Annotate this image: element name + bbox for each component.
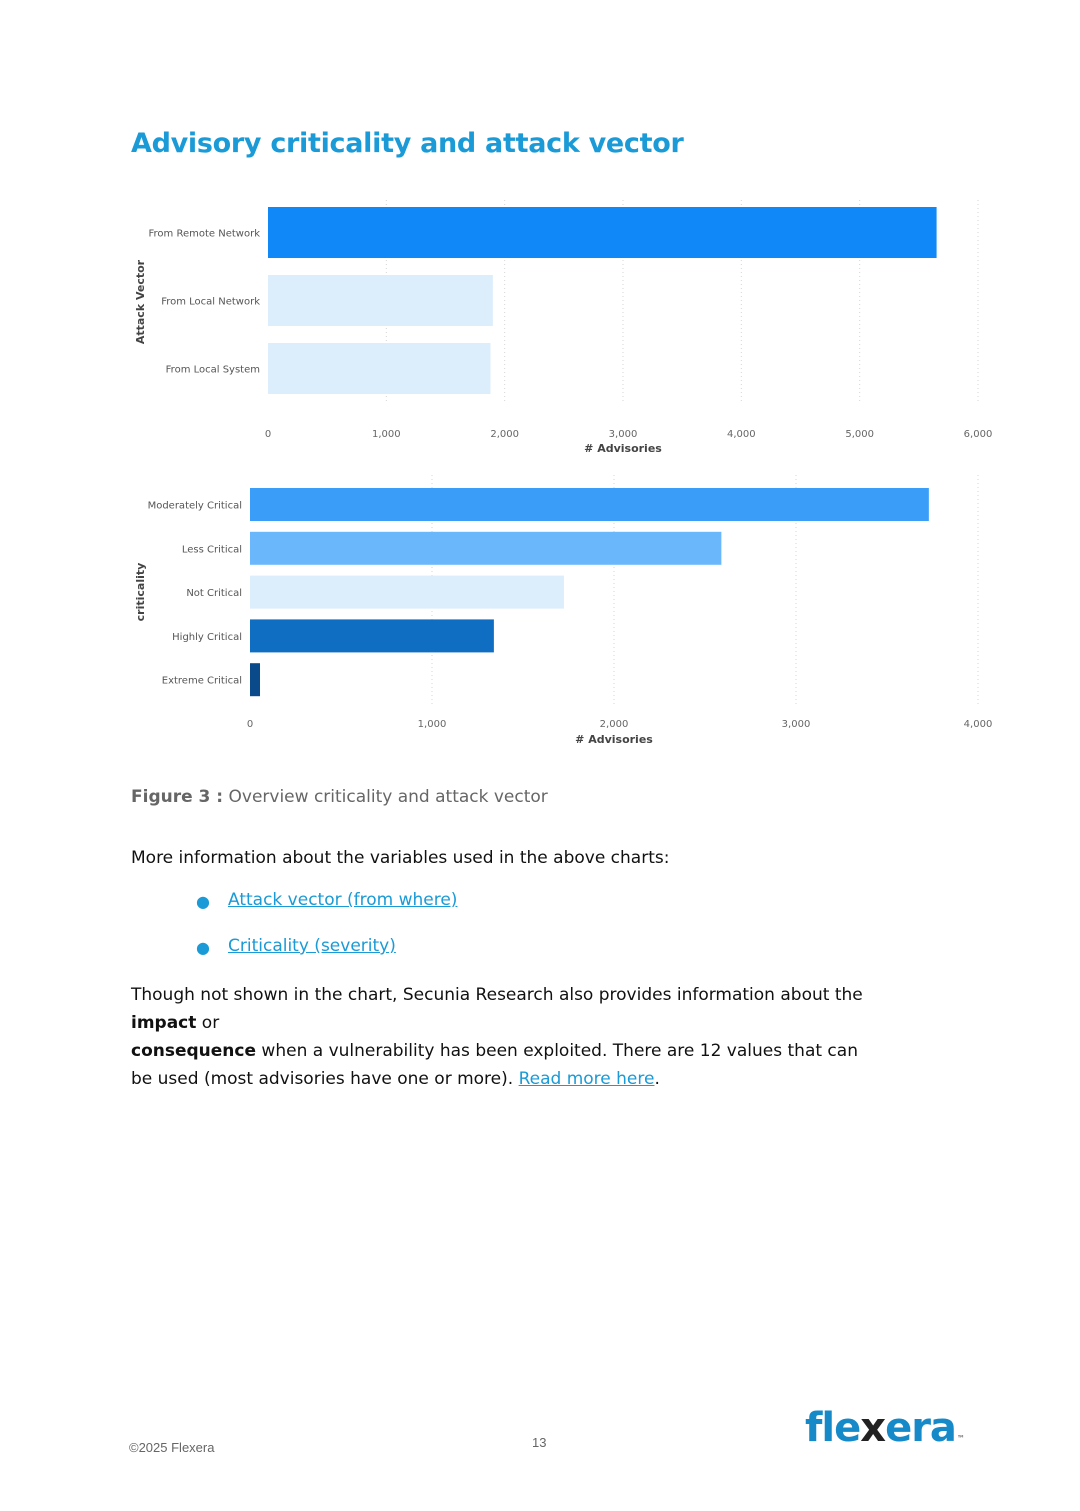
y-axis-title: Attack Vector [134,259,147,345]
attack-vector-link[interactable]: Attack vector (from where) [228,890,458,910]
figure-label: Figure 3 : [131,787,224,807]
impact-bold: impact [131,1013,197,1033]
page-number: 13 [532,1435,547,1450]
paragraph-text-1: Though not shown in the chart, Secunia Research also provides information about the [131,985,863,1005]
category-label: From Remote Network [148,228,260,240]
criticality-chart [0,470,1080,755]
logo-text-x: x [860,1405,886,1451]
figure-caption [131,787,548,807]
x-tick-label: 1,000 [417,719,447,730]
list-item [196,890,457,936]
category-label: Less Critical [181,544,242,556]
impact-paragraph [131,981,931,1093]
bar [250,576,564,609]
category-label: Not Critical [186,588,242,600]
bullet-icon: ● [196,892,210,911]
logo-tm: ™ [956,1434,964,1443]
x-tick-label: 2,000 [490,429,519,440]
category-label: From Local Network [161,296,260,308]
x-tick-label: 1,000 [372,429,401,440]
paragraph-text-4: be used (most advisories have one or more). [131,1069,519,1089]
category-label: Extreme Critical [161,675,242,687]
flexera-logo [805,1405,964,1451]
bar [250,619,494,652]
x-tick-label: 3,000 [781,719,811,730]
category-label: From Local System [165,364,260,376]
list-item [196,936,457,982]
paragraph-text-3: when a vulnerability has been exploited. There are 12 values that can [256,1041,858,1061]
bar [268,275,493,326]
bar [250,663,260,696]
x-tick-label: 0 [264,429,272,440]
x-axis-title: # Advisories [575,733,653,746]
page-title: Advisory criticality and attack vector [131,128,684,159]
bar [250,488,929,521]
x-tick-label: 5,000 [845,429,874,440]
x-tick-label: 4,000 [963,719,993,730]
bar [250,532,721,565]
bullet-icon: ● [196,938,210,957]
paragraph-text-5: . [654,1069,660,1089]
x-tick-label: 2,000 [599,719,629,730]
bar [268,207,937,258]
read-more-link[interactable]: Read more here [518,1069,655,1089]
bar [268,343,490,394]
x-tick-label: 3,000 [608,429,638,440]
consequence-bold: consequence [131,1041,257,1061]
attack-vector-chart [0,195,1080,460]
intro-text: More information about the variables used in the above charts: [131,848,670,868]
x-axis-title: # Advisories [584,442,662,455]
footer-copyright: ©2025 Flexera [129,1440,215,1455]
category-label: Moderately Critical [147,500,242,512]
link-list [196,890,457,982]
logo-text-2: era [885,1405,956,1451]
figure-caption-text: Overview criticality and attack vector [223,787,548,807]
x-tick-label: 6,000 [963,429,993,440]
paragraph-text-2: or [196,1013,220,1033]
y-axis-title: criticality [134,562,147,622]
criticality-link[interactable]: Criticality (severity) [228,936,396,956]
x-tick-label: 4,000 [727,429,756,440]
logo-text-1: fle [805,1405,861,1451]
category-label: Highly Critical [172,631,242,643]
x-tick-label: 0 [246,719,254,730]
